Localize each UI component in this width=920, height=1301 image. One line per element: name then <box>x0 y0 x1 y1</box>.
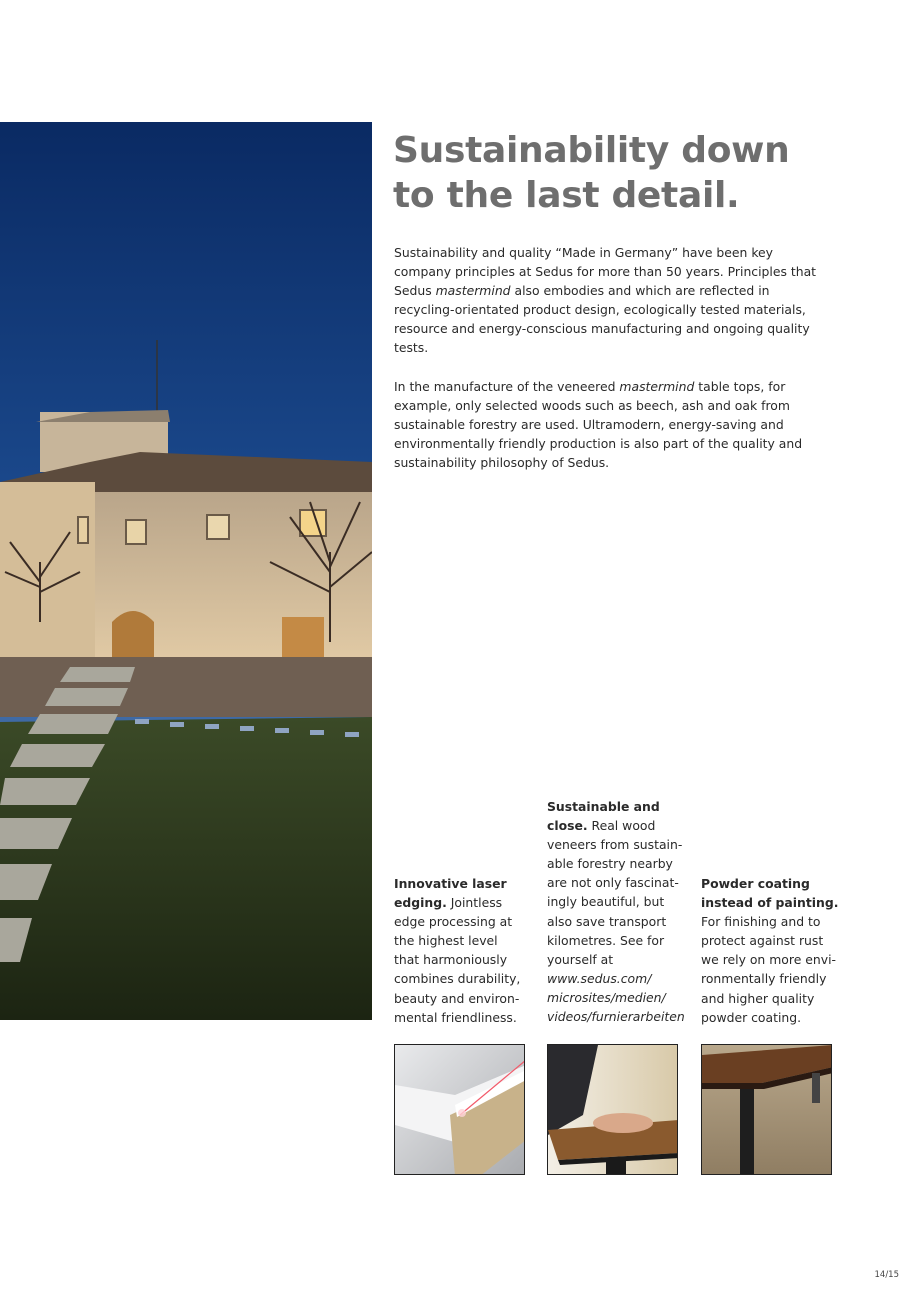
intro-p2-text-b: table tops, for example, only selected woods such as beech, ash and oak from sustainable forestry are used. Ultramodern, energy-saving and environmentally friendly production is also part of the quality and sustainability philosophy of Sedus. <box>394 378 803 470</box>
feature-heading-text: instead of painting. <box>701 895 839 911</box>
feature-line <box>547 873 687 892</box>
feature-body-text: For finishing and to <box>701 914 821 930</box>
feature-line <box>394 989 529 1008</box>
feature-body-text: protect against rust <box>701 933 824 949</box>
feature-body-text: edge processing at <box>394 914 513 930</box>
feature-body-text: also save transport <box>547 913 667 929</box>
feature-line <box>547 988 687 1007</box>
feature-heading-text: Sustainable and <box>547 799 660 814</box>
laser-edging-photo <box>394 1044 525 1175</box>
feature-line <box>394 912 529 931</box>
building-photo <box>0 122 372 1020</box>
feature-body-text: that harmoniously <box>394 952 508 968</box>
feature-line <box>547 950 687 969</box>
feature-body-text: ingly beautiful, but <box>547 894 665 910</box>
intro-paragraph-1 <box>394 243 834 358</box>
wood-veneer-hand-photo <box>547 1044 678 1175</box>
page-title <box>393 128 789 218</box>
feature-line <box>394 874 529 893</box>
feature-real-wood-veneers <box>547 797 687 1026</box>
feature-line <box>394 969 529 988</box>
feature-body-text: the highest level <box>394 933 498 949</box>
feature-body-text: yourself at <box>547 951 614 967</box>
feature-body-text: able forestry nearby <box>547 856 673 872</box>
intro-p1-text-b: also embodies and which are reflected in recycling-orientated product design, ecologically tested materials, resource and energy-conscious manufacturing and ongoing quality tests. <box>394 283 810 356</box>
feature-line <box>547 969 687 988</box>
feature-line <box>547 912 687 931</box>
feature-line <box>547 835 687 854</box>
page-number: 14/15 <box>874 1270 899 1280</box>
powder-coated-table-photo <box>701 1044 832 1175</box>
feature-body-text: Jointless <box>446 895 503 911</box>
feature-link-text: www.sedus.com/ <box>547 970 652 986</box>
feature-line <box>701 874 836 893</box>
intro-paragraph-2 <box>394 377 834 472</box>
feature-laser-edging <box>394 874 529 1027</box>
feature-line <box>547 1007 687 1026</box>
feature-line <box>701 931 836 950</box>
feature-body-text: veneers from sustain- <box>547 837 683 853</box>
feature-body-text: mental friendliness. <box>394 1009 517 1025</box>
feature-body-text: ronmentally friendly <box>701 971 827 987</box>
feature-link-text: videos/furnierarbeiten <box>547 1009 685 1025</box>
feature-line <box>701 969 836 988</box>
intro-p2-product-name: mastermind <box>619 378 695 394</box>
intro-p2-text-a: In the manufacture of the veneered <box>394 378 620 394</box>
feature-line <box>547 931 687 950</box>
feature-heading-text: close. <box>547 818 588 834</box>
feature-line <box>547 816 687 835</box>
title-line-1: Sustainability down <box>393 130 790 171</box>
feature-line <box>701 950 836 969</box>
feature-line <box>547 797 687 816</box>
intro-text <box>394 243 834 491</box>
feature-link-text: microsites/medien/ <box>547 989 666 1005</box>
feature-line <box>547 854 687 873</box>
feature-heading-text: edging. <box>394 895 447 911</box>
feature-body-text: beauty and environ- <box>394 990 520 1006</box>
title-line-2: to the last detail. <box>393 175 740 216</box>
feature-line <box>394 1008 529 1027</box>
feature-line <box>547 892 687 911</box>
feature-heading-text: Innovative laser <box>394 876 507 891</box>
feature-body-text: are not only fascinat- <box>547 875 679 891</box>
feature-line <box>394 893 529 912</box>
feature-body-text: combines durability, <box>394 971 521 987</box>
feature-body-text: and higher quality <box>701 990 815 1006</box>
feature-line <box>394 950 529 969</box>
feature-body-text: Real wood <box>587 818 656 834</box>
feature-line <box>701 1008 836 1027</box>
feature-heading-text: Powder coating <box>701 876 810 891</box>
feature-line <box>394 931 529 950</box>
feature-body-text: we rely on more envi- <box>701 952 836 968</box>
feature-line <box>701 893 839 912</box>
feature-powder-coating <box>701 874 839 1027</box>
feature-body-text: kilometres. See for <box>547 932 665 948</box>
intro-p1-product-name: mastermind <box>435 283 511 299</box>
feature-line <box>701 912 836 931</box>
feature-body-text: powder coating. <box>701 1009 802 1025</box>
feature-line <box>701 989 836 1008</box>
intro-p1-text-a: Sustainability and quality “Made in Germany” have been key company principles at Sedus for more than 50 years. Principles that Sedus <box>394 245 817 299</box>
